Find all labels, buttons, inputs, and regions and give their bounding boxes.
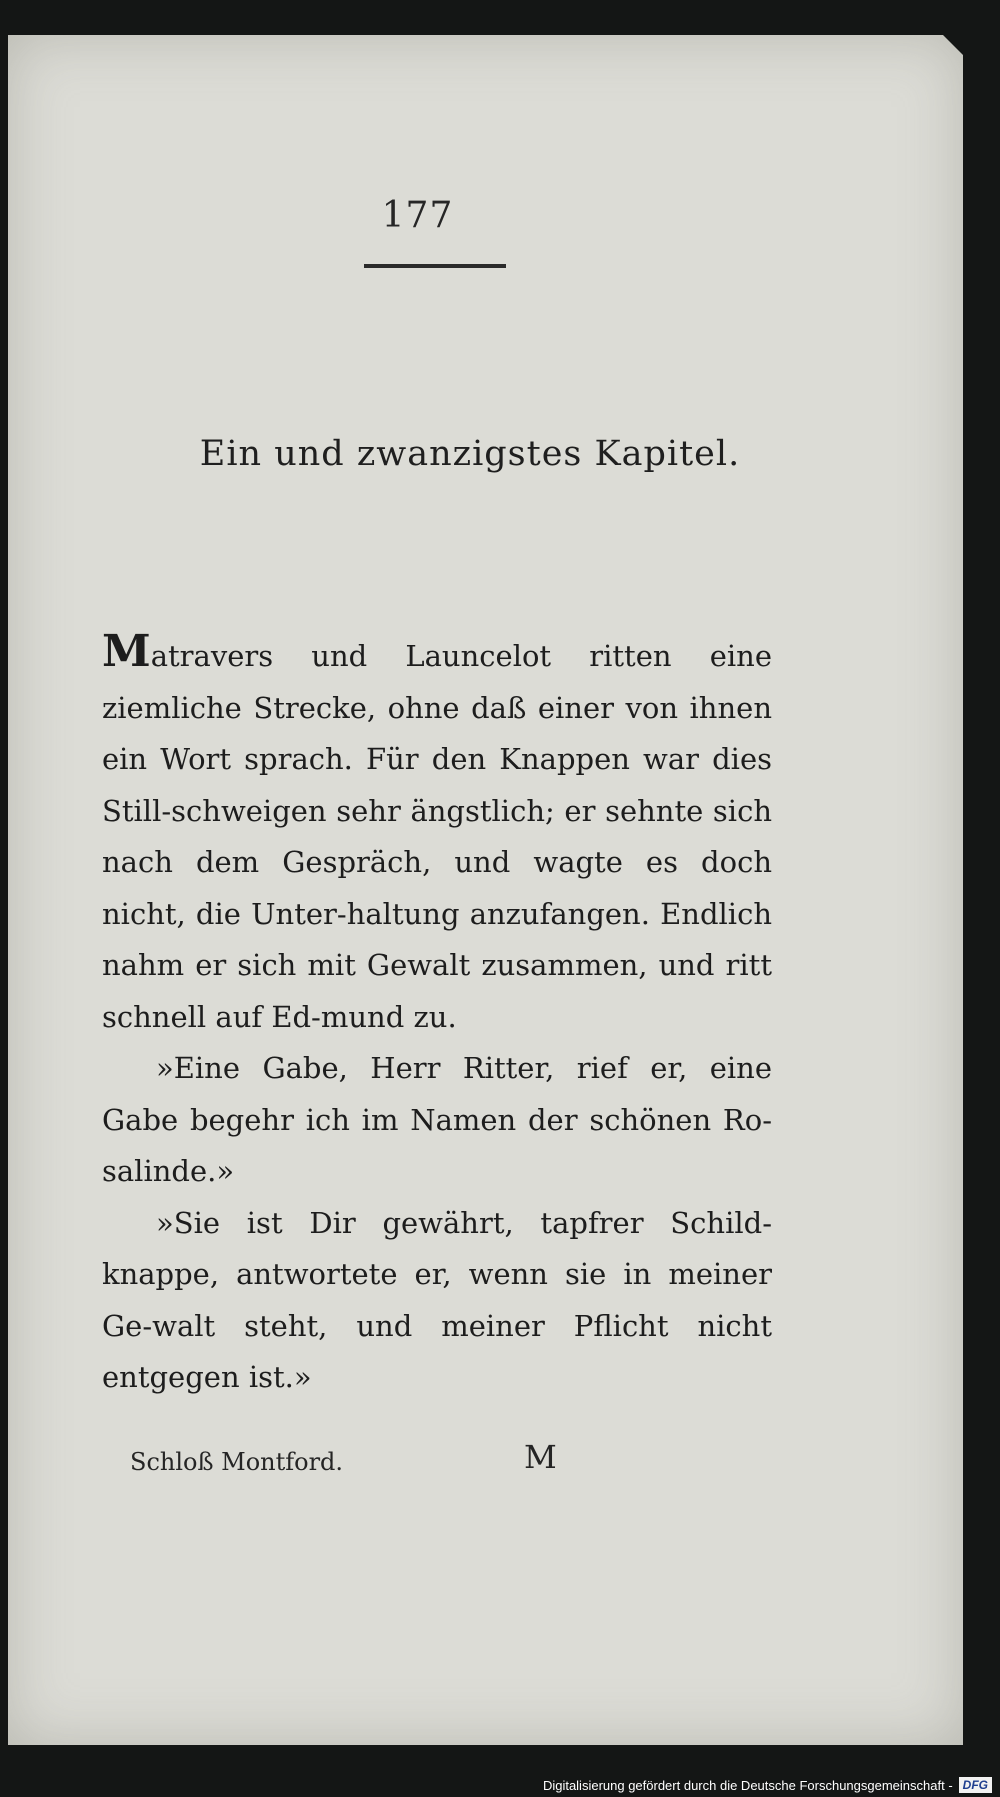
paragraph-2: »Eine Gabe, Herr Ritter, rief er, eine Gabe begehr ich im Namen der schönen Ro-salinde.»: [102, 1051, 772, 1188]
paragraph-1: [102, 626, 772, 1043]
body-text: [102, 626, 772, 1404]
digitization-credit: [543, 1773, 992, 1797]
signature-left: Schloß Montford.: [130, 1448, 344, 1476]
page-number: 177: [381, 195, 454, 236]
credit-text: Digitalisierung gefördert durch die Deutsche Forschungsgemeinschaft -: [542, 1777, 953, 1793]
signature-right: M: [524, 1438, 557, 1476]
chapter-title: Ein und zwanzigstes Kapitel.: [199, 434, 741, 474]
drop-cap: M: [102, 626, 151, 677]
page-number-rule: [364, 264, 506, 268]
paragraph-3: »Sie ist Dir gewährt, tapfrer Schild-knappe, antwortete er, wenn sie in meiner Ge-walt steht, und meiner Pflicht nicht entgegen ist.»: [102, 1205, 772, 1394]
paragraph-1-text: atravers und Launcelot ritten eine ziemliche Strecke, ohne daß einer von ihnen ein Wort sprach. Für den Knappen war dies Still-schweigen sehr ängstlich; er sehnte sich nach dem Gespräch, und wagte es doch nicht, die Unter-haltung anzufangen. Endlich nahm er sich mit Gewalt zusammen, und ritt schnell auf Ed-mund zu.: [102, 639, 772, 1034]
page-corner-fold: [943, 35, 963, 55]
dfg-logo: DFG: [959, 1777, 992, 1793]
